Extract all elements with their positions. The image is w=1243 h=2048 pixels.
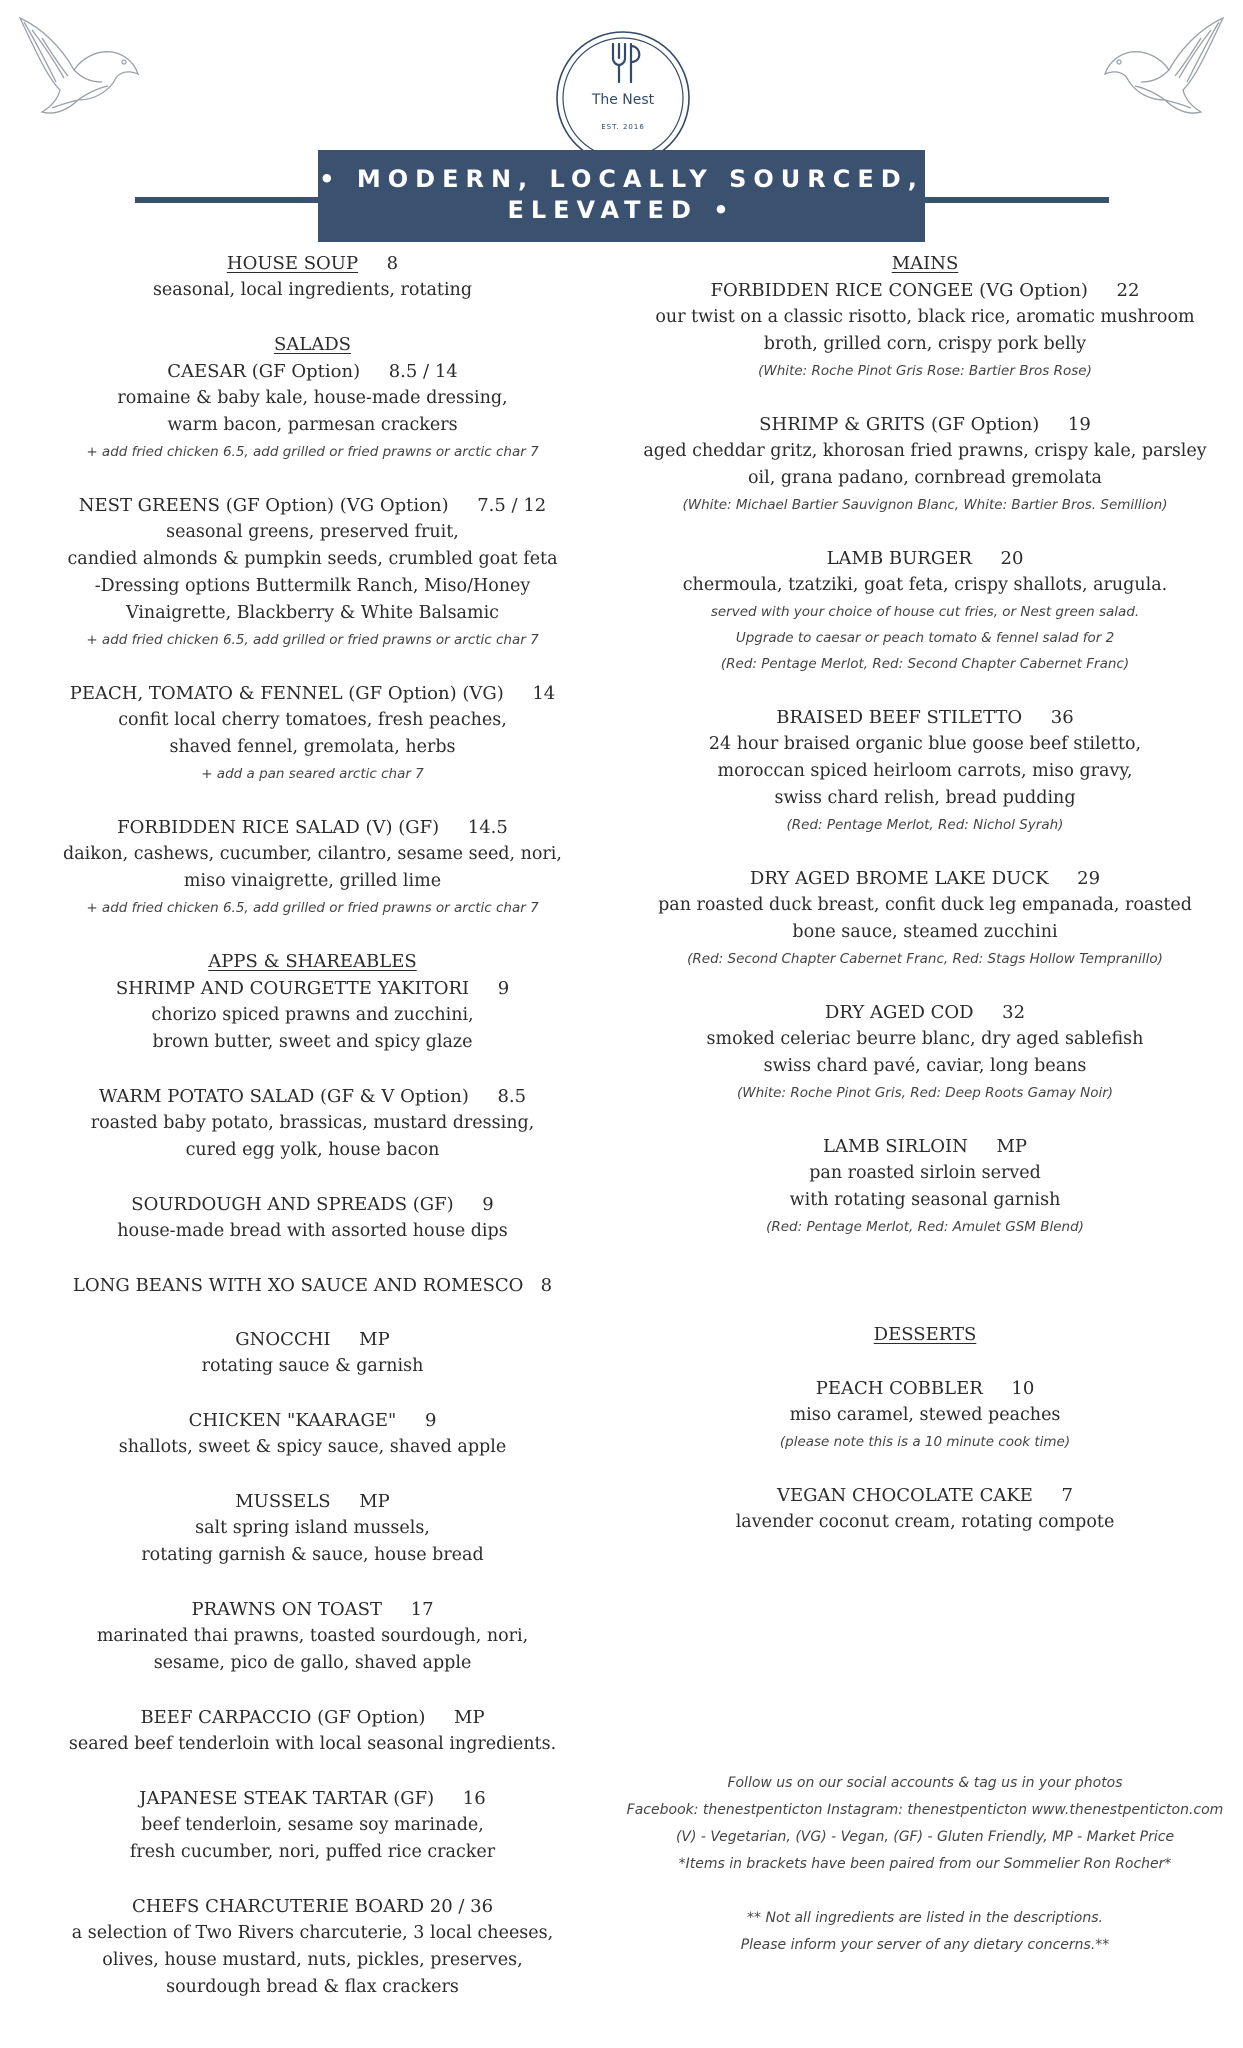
charcuterie-desc-1: a selection of Two Rivers charcuterie, 3 local cheeses, <box>71 1923 554 1943</box>
greens-desc-2: candied almonds & pumpkin seeds, crumbled goat feta <box>67 549 558 569</box>
sirloin-title: LAMB SIRLOIN MP <box>822 1136 1028 1157</box>
cod-title: DRY AGED COD 32 <box>824 1002 1026 1023</box>
greens-desc-4: Vinaigrette, Blackberry & White Balsamic <box>126 603 499 623</box>
greens-title: NEST GREENS (GF Option) (VG Option) 7.5 / 12 <box>78 495 547 516</box>
sourdough-item <box>20 1191 605 1245</box>
footer-social: Follow us on our social accounts & tag us in your photos <box>727 1775 1123 1791</box>
cod-desc-2: swiss chard pavé, caviar, long beans <box>763 1056 1087 1076</box>
rice-salad-desc-2: miso vinaigrette, grilled lime <box>183 871 442 891</box>
lamb-burger-note-2: Upgrade to caesar or peach tomato & fennel salad for 2 <box>735 630 1115 646</box>
tagline-line-1: • MODERN, LOCALLY SOURCED, <box>319 165 924 193</box>
duck-item <box>610 865 1240 972</box>
tagline-banner <box>318 150 925 242</box>
potato-salad-item <box>20 1083 605 1164</box>
rice-salad-note: + add fried chicken 6.5, add grilled or fried prawns or arctic char 7 <box>86 900 539 916</box>
congee-note: (White: Roche Pinot Gris Rose: Bartier Bros Rose) <box>758 363 1092 379</box>
sourdough-desc-1: house-made bread with assorted house dips <box>117 1221 508 1241</box>
footer-dietary: Please inform your server of any dietary concerns.** <box>740 1937 1110 1953</box>
charcuterie-desc-2: olives, house mustard, nuts, pickles, preserves, <box>102 1950 523 1970</box>
salads-heading: SALADS <box>273 334 352 355</box>
logo-est: EST. 2016 <box>601 123 645 131</box>
carpaccio-item <box>20 1704 605 1758</box>
sirloin-item <box>610 1133 1240 1240</box>
peach-title: PEACH, TOMATO & FENNEL (GF Option) (VG) 14 <box>69 683 556 704</box>
tartar-item <box>20 1785 605 1866</box>
cobbler-item <box>610 1375 1240 1455</box>
carpaccio-title: BEEF CARPACCIO (GF Option) MP <box>140 1707 485 1728</box>
greens-desc-3: -Dressing options Buttermilk Ranch, Miso/Honey <box>94 576 531 596</box>
banner-rule-left <box>135 197 320 203</box>
tartar-title: JAPANESE STEAK TARTAR (GF) 16 <box>139 1788 486 1809</box>
lamb-burger-note-1: served with your choice of house cut fries, or Nest green salad. <box>710 604 1140 620</box>
duck-desc-2: bone sauce, steamed zucchini <box>792 922 1058 942</box>
caesar-desc-1: romaine & baby kale, house-made dressing, <box>117 388 508 408</box>
sirloin-desc-2: with rotating seasonal garnish <box>789 1190 1061 1210</box>
yakitori-title: SHRIMP AND COURGETTE YAKITORI 9 <box>115 978 510 999</box>
gnocchi-item <box>20 1326 605 1380</box>
charcuterie-title: CHEFS CHARCUTERIE BOARD 20 / 36 <box>131 1896 494 1917</box>
cod-desc-1: smoked celeriac beurre blanc, dry aged sablefish <box>706 1029 1144 1049</box>
peach-salad-item <box>20 680 605 787</box>
duck-title: DRY AGED BROME LAKE DUCK 29 <box>749 868 1101 889</box>
left-column <box>20 250 605 2001</box>
cobbler-desc-1: miso caramel, stewed peaches <box>789 1405 1061 1425</box>
mussels-desc-1: salt spring island mussels, <box>195 1518 430 1538</box>
peach-note: + add a pan seared arctic char 7 <box>201 766 424 782</box>
house-soup-heading: HOUSE SOUP <box>226 253 359 274</box>
greens-note: + add fried chicken 6.5, add grilled or fried prawns or arctic char 7 <box>86 632 539 648</box>
right-column <box>610 250 1240 1536</box>
cake-desc-1: lavender coconut cream, rotating compote <box>735 1512 1115 1532</box>
house-soup <box>20 250 605 304</box>
lamb-burger-note-3: (Red: Pentage Merlot, Red: Second Chapter Cabernet Franc) <box>720 656 1130 672</box>
gnocchi-desc-1: rotating sauce & garnish <box>201 1356 424 1376</box>
stiletto-note: (Red: Pentage Merlot, Red: Nichol Syrah) <box>786 817 1064 833</box>
tartar-desc-2: fresh cucumber, nori, puffed rice cracker <box>129 1842 496 1862</box>
lamb-burger-title: LAMB BURGER 20 <box>826 548 1024 569</box>
carpaccio-desc-1: seared beef tenderloin with local seasonal ingredients. <box>68 1734 557 1754</box>
charcuterie-desc-3: sourdough bread & flax crackers <box>166 1977 459 1997</box>
chicken-item <box>20 1407 605 1461</box>
footer-legend: (V) - Vegetarian, (VG) - Vegan, (GF) - Gluten Friendly, MP - Market Price <box>675 1829 1175 1845</box>
yakitori-item <box>20 975 605 1056</box>
nest-greens-item <box>20 492 605 653</box>
rice-salad-title: FORBIDDEN RICE SALAD (V) (GF) 14.5 <box>117 817 508 838</box>
greens-desc-1: seasonal greens, preserved fruit, <box>166 522 459 542</box>
sourdough-title: SOURDOUGH AND SPREADS (GF) 9 <box>131 1194 494 1215</box>
prawns-desc-1: marinated thai prawns, toasted sourdough, nori, <box>96 1626 529 1646</box>
mains-heading: MAINS <box>891 253 959 274</box>
congee-title: FORBIDDEN RICE CONGEE (VG Option) 22 <box>710 280 1140 301</box>
caesar-title: CAESAR (GF Option) 8.5 / 14 <box>167 361 458 382</box>
sirloin-note: (Red: Pentage Merlot, Red: Amulet GSM Blend) <box>766 1219 1084 1235</box>
gnocchi-title: GNOCCHI MP <box>235 1329 390 1350</box>
yakitori-desc-2: brown butter, sweet and spicy glaze <box>152 1032 473 1052</box>
duck-desc-1: pan roasted duck breast, confit duck leg empanada, roasted <box>658 895 1192 915</box>
footer-ingredients: ** Not all ingredients are listed in the descriptions. <box>747 1910 1103 1926</box>
swallow-right-icon <box>1096 8 1231 128</box>
caesar-desc-2: warm bacon, parmesan crackers <box>167 415 458 435</box>
tagline-line-2: ELEVATED • <box>507 196 736 224</box>
banner-rule-right <box>923 197 1109 203</box>
congee-desc-2: broth, grilled corn, crispy pork belly <box>763 334 1087 354</box>
apps-heading: APPS & SHAREABLES <box>208 951 417 972</box>
chicken-desc-1: shallots, sweet & spicy sauce, shaved apple <box>118 1437 507 1457</box>
long-beans-title: LONG BEANS WITH XO SAUCE AND ROMESCO 8 <box>72 1275 553 1296</box>
house-soup-price: 8 <box>386 253 399 274</box>
caesar-note: + add fried chicken 6.5, add grilled or fried prawns or arctic char 7 <box>86 444 539 460</box>
mussels-item <box>20 1488 605 1569</box>
stiletto-title: BRAISED BEEF STILETTO 36 <box>776 707 1074 728</box>
footer-handles: Facebook: thenestpenticton Instagram: thenestpenticton www.thenestpenticton.com <box>626 1802 1224 1818</box>
prawns-title: PRAWNS ON TOAST 17 <box>191 1599 434 1620</box>
potato-desc-2: cured egg yolk, house bacon <box>185 1140 440 1160</box>
congee-item <box>610 277 1240 384</box>
shrimp-grits-note: (White: Michael Bartier Sauvignon Blanc, White: Bartier Bros. Semillion) <box>682 497 1168 513</box>
shrimp-grits-item <box>610 411 1240 518</box>
house-soup-desc: seasonal, local ingredients, rotating <box>152 280 473 300</box>
stiletto-item <box>610 704 1240 838</box>
duck-note: (Red: Second Chapter Cabernet Franc, Red: Stags Hollow Tempranillo) <box>687 951 1163 967</box>
swallow-left-icon <box>12 8 147 128</box>
stiletto-desc-1: 24 hour braised organic blue goose beef stiletto, <box>708 734 1142 754</box>
mussels-title: MUSSELS MP <box>235 1491 390 1512</box>
prawns-item <box>20 1596 605 1677</box>
cobbler-title: PEACH COBBLER 10 <box>815 1378 1035 1399</box>
cake-item <box>610 1482 1240 1536</box>
potato-desc-1: roasted baby potato, brassicas, mustard dressing, <box>90 1113 535 1133</box>
peach-desc-1: confit local cherry tomatoes, fresh peaches, <box>118 710 507 730</box>
shrimp-grits-desc-2: oil, grana padano, cornbread gremolata <box>748 468 1102 488</box>
lamb-burger-item <box>610 545 1240 677</box>
footer-sommelier: *Items in brackets have been paired from our Sommelier Ron Rocher* <box>678 1856 1172 1872</box>
mussels-desc-2: rotating garnish & sauce, house bread <box>141 1545 484 1565</box>
sirloin-desc-1: pan roasted sirloin served <box>809 1163 1041 1183</box>
potato-title: WARM POTATO SALAD (GF & V Option) 8.5 <box>98 1086 527 1107</box>
yakitori-desc-1: chorizo spiced prawns and zucchini, <box>151 1005 474 1025</box>
footer-notes <box>610 1770 1240 1959</box>
rice-salad-desc-1: daikon, cashews, cucumber, cilantro, sesame seed, nori, <box>63 844 562 864</box>
peach-desc-2: shaved fennel, gremolata, herbs <box>169 737 456 757</box>
cobbler-note: (please note this is a 10 minute cook time) <box>779 1434 1071 1450</box>
rice-salad-item <box>20 814 605 921</box>
congee-desc-1: our twist on a classic risotto, black rice, aromatic mushroom <box>655 307 1195 327</box>
logo-name: The Nest <box>591 92 655 108</box>
lamb-burger-desc-1: chermoula, tzatziki, goat feta, crispy shallots, arugula. <box>682 575 1168 595</box>
prawns-desc-2: sesame, pico de gallo, shaved apple <box>153 1653 472 1673</box>
cod-item <box>610 999 1240 1106</box>
stiletto-desc-2: moroccan spiced heirloom carrots, miso gravy, <box>717 761 1133 781</box>
charcuterie-item <box>20 1893 605 2001</box>
tartar-desc-1: beef tenderloin, sesame soy marinade, <box>141 1815 484 1835</box>
caesar-item <box>20 358 605 465</box>
shrimp-grits-desc-1: aged cheddar gritz, khorosan fried prawns, crispy kale, parsley <box>643 441 1207 461</box>
cake-title: VEGAN CHOCOLATE CAKE 7 <box>777 1485 1073 1506</box>
stiletto-desc-3: swiss chard relish, bread pudding <box>774 788 1076 808</box>
cod-note: (White: Roche Pinot Gris, Red: Deep Roots Gamay Noir) <box>736 1085 1114 1101</box>
shrimp-grits-title: SHRIMP & GRITS (GF Option) 19 <box>759 414 1091 435</box>
chicken-title: CHICKEN "KAARAGE" 9 <box>188 1410 437 1431</box>
desserts-heading: DESSERTS <box>873 1324 977 1345</box>
